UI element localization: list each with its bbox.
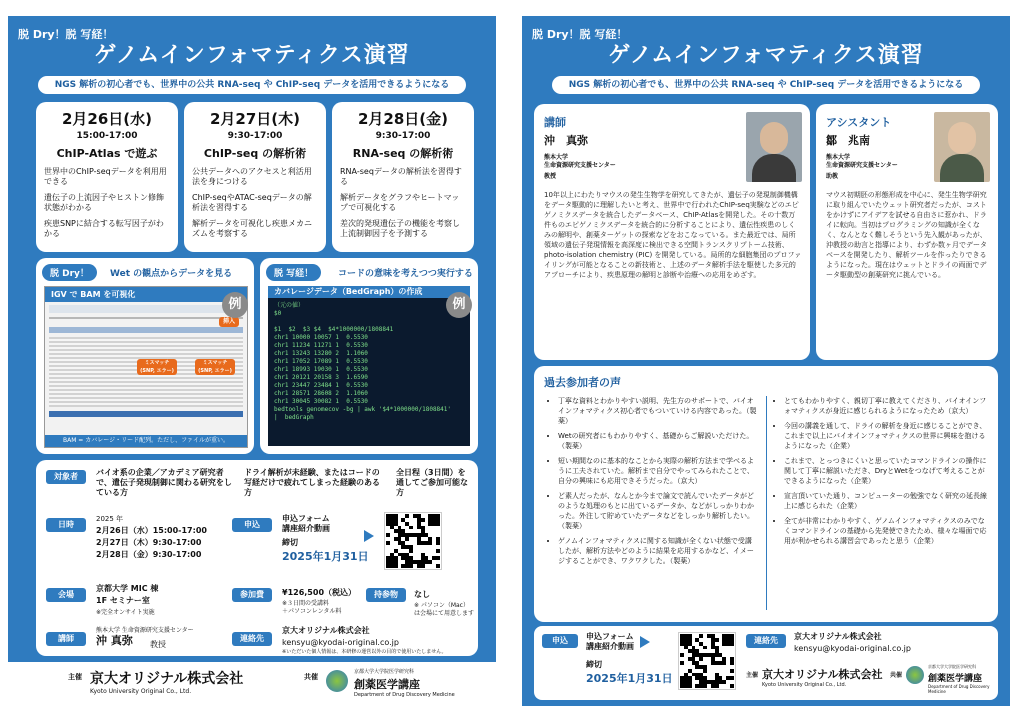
igv-ruler <box>49 317 243 319</box>
qr-module <box>409 564 413 568</box>
day-item: ChIP-seqやATAC-seqデータの解析法を習得する <box>192 193 312 212</box>
voice-item: • これまで、とっつきにくいと思っていたコマンドラインの操作に関して丁寧に解説いただき、DryとWetをつなげて考えることができるようになった（企業） <box>784 456 988 486</box>
fee-value: ¥126,500（税込） <box>282 588 357 597</box>
host-label: 主催 <box>68 673 82 681</box>
day-time: 9:30-17:00 <box>227 131 283 141</box>
terminal-line: chr1 28571 28608 2 1.1060 <box>274 390 368 397</box>
day-topic: RNA-seq の解析術 <box>352 147 454 160</box>
qr-module <box>730 642 734 646</box>
example-badge: 例 <box>446 292 472 318</box>
lecturer-title: 教授 <box>544 173 557 180</box>
qr-module <box>680 661 684 665</box>
qr-module <box>722 680 726 684</box>
terminal-line: chr1 20121 20158 3 1.6590 <box>274 374 368 381</box>
day-date: 2月27日(木) <box>209 110 301 128</box>
lecturer-title: 教授 <box>150 640 166 649</box>
date-label: 日時 <box>46 518 86 532</box>
contact-org: 京大オリジナル株式会社 <box>282 626 370 635</box>
co-small: 京都大学大学院医学研究科 <box>354 669 415 675</box>
apply-link[interactable]: 申込フォーム 講座紹介動画 <box>586 632 634 651</box>
apply-qr-code[interactable] <box>678 632 736 690</box>
qr-module <box>421 518 425 522</box>
terminal-line: bedtools genomecov -bg | awk '$4*1000000/1808841' <box>274 406 452 413</box>
qr-module <box>715 638 719 642</box>
voice-item: • Wetの研究者にもわかりやすく、基礎からご解説いただけた。（製薬） <box>558 431 758 451</box>
co-name-en: Department of Drug Discovery Medicine <box>928 684 990 694</box>
shakyo-pill: 脱 写経！ <box>266 264 321 281</box>
voices-left <box>548 396 758 571</box>
qr-module <box>436 549 440 553</box>
day-time: 15:00-17:00 <box>76 131 138 141</box>
date-line: 2月28日（金）9:30-17:00 <box>96 550 202 559</box>
qr-module <box>436 522 440 526</box>
target-label: 対象者 <box>46 470 86 484</box>
day-topic: ChIP-seq の解析術 <box>203 147 307 160</box>
tagline: 脱 Dry！脱 写経！ <box>532 28 628 41</box>
terminal-line: chr1 10000 10057 1 0.5530 <box>274 334 368 341</box>
shot-title: カバレージデータ（BedGraph）の作成 <box>268 286 470 298</box>
qr-module <box>436 564 440 568</box>
contact-org: 京大オリジナル株式会社 <box>794 632 882 641</box>
voice-item: • ど素人だったが、なんとか今まで論文で読んでいたデータがどのような処理のもとに出ているデータか、などがしっかりわかった。外注して貯めていたデータなどをしっかり解析したい。（製薬） <box>558 491 758 531</box>
deadline-label: 締切 <box>282 538 298 547</box>
deadline-label: 締切 <box>586 660 602 669</box>
terminal-lines <box>268 298 470 426</box>
igv-coverage <box>49 327 243 333</box>
qr-module <box>405 537 409 541</box>
voice-item: • 丁寧な資料とわかりやすい説明、先生方のサポートで、バイオインフォマティクス初心者でもついていける内容であった。（製薬） <box>558 396 758 426</box>
assistant-name: 鄒 兆南 <box>826 134 870 147</box>
apply-qr-code[interactable] <box>384 512 442 570</box>
voice-item: • ゲノムインフォマティクスに関する知識が全くない状態で受講したが、解析方法やどのように結果を応用するかなど、イメージすることができ、ワクワクした。（製薬） <box>558 536 758 566</box>
qr-module <box>688 684 692 688</box>
day-card-1 <box>36 102 178 252</box>
qr-module <box>715 684 719 688</box>
co-small: 京都大学大学院医学研究科 <box>928 664 976 669</box>
qr-module <box>730 661 734 665</box>
terminal-line: | bedGraph <box>274 414 314 421</box>
voice-item: • 今回の講義を通して、ドライの解析を身近に感じることができ、これまで以上にバイオインフォマティクスの世界に興味を抱けるようになった（企業） <box>784 421 988 451</box>
day-item: 世界中のChIP-seqデータを利用用できる <box>44 167 167 186</box>
insert-tag: 挿入 <box>219 317 239 327</box>
voice-item: • 全てが非常にわかりやすく、ゲノムインフォマティクスのみでなくコマンドラインの基礎から先発使できたため、様々な場面で応用が利かせられる講習会であったと思う（企業） <box>784 516 988 546</box>
qr-module <box>730 684 734 688</box>
voice-item: • 宣言頂いていた通り、コンピューターの勉強でなく研究の延長線上に感じられた（企業） <box>784 491 988 511</box>
deadline-date: 2025年1月31日 <box>586 672 673 685</box>
terminal-line: chr1 18993 19030 1 0.5530 <box>274 366 368 373</box>
lecturer-bio: 10年以上にわたりマウスの発生生物学を研究してきたが、遺伝子の発現制御機構をデータ駆動的に理解したいと考え、世界中で行われたChIP-seq実験などのエピゲノミクスデータを統合したデータベース、ChIP-Atlasを開発した。その十数万件ものエピゲノミクスデータを統合的に分析することにより、遺伝性疾患のしくみの解明や、創薬ターゲットの探索などをおこなっている。また最近では、局所領域の遺伝子発現情報を高深度に検出できる空間トランスクリプトーム技術、photo-isolation chemistry (PIC) を開発している。局所的な細胞集団のプロファイリングが可能となることの新技術と、上述のデータ解析手法を駆使した多元的アプローチにより、疾患原理の解明と診断や治療への応用をめざす。 <box>544 191 802 279</box>
qr-module <box>703 684 707 688</box>
lecturer-label: 講師 <box>46 632 86 646</box>
day-item: 解析データをグラフやヒートマップで可視化する <box>340 193 460 212</box>
target-text-3: 全日程（3日間）を通してご参加可能な方 <box>396 468 468 497</box>
day-date: 2月26日(水) <box>61 110 153 128</box>
assistant-title: 助教 <box>826 173 839 180</box>
page-title: ゲノムインフォマティクス演習 <box>608 43 924 68</box>
page-title: ゲノムインフォマティクス演習 <box>94 43 410 68</box>
terminal-line: $0 <box>274 310 282 317</box>
qr-module <box>428 560 432 564</box>
qr-module <box>699 657 703 661</box>
contact-email[interactable]: kensyu@kyodai-original.co.jp <box>794 644 911 653</box>
host-name-en: Kyoto University Original Co., Ltd. <box>762 682 847 688</box>
day-card-2 <box>184 102 326 252</box>
assistant-bio: マウス初期胚の形態形成を中心に、発生生物学研究に取り組んでいたウェット研究者だったが、コストをかけずにアイデアを試せる自由さに惹かれ、ドライに転向。当初はプログラミングの知識が全くなく、なんとなく難しそうという先入観があったが、沖教授の助言と指導により、わずか数ヶ月でデータベースを開発したり、解析ツールを作ったりできるようになった。現在はウェットとドライの両面でデータ駆動型の創薬研究に挑んでいる。 <box>826 191 987 279</box>
shot-caption: BAM = カバレージ・リード配列。ただし、ファイルが重い。 <box>45 435 247 447</box>
date-line: 2月27日（木）9:30-17:00 <box>96 538 202 547</box>
assistant-photo <box>934 112 990 182</box>
flyer-front <box>8 16 496 706</box>
assistant-card <box>816 104 998 360</box>
apply-strip <box>534 626 998 700</box>
arrow-icon <box>364 530 374 542</box>
co-name-en: Department of Drug Discovery Medicine <box>354 692 455 698</box>
host-name-en: Kyoto University Original Co., Ltd. <box>90 688 192 695</box>
qr-module <box>703 669 707 673</box>
qr-module <box>409 526 413 530</box>
flyer-back <box>522 16 1010 706</box>
qr-module <box>703 646 707 650</box>
date-line: 2月26日（水）15:00-17:00 <box>96 526 207 535</box>
contact-label: 連絡先 <box>746 634 786 648</box>
lecturer-photo <box>746 112 802 182</box>
footer <box>8 662 496 706</box>
qr-module <box>730 676 734 680</box>
venue-label: 会場 <box>46 588 86 602</box>
day-time: 9:30-17:00 <box>375 131 431 141</box>
shakyo-caption: コードの意味を考えつつ実行する <box>338 269 473 279</box>
co-logo-icon <box>906 666 924 684</box>
venue-note: ※完全オンサイト実施 <box>96 609 155 616</box>
lecturer-card <box>534 104 810 360</box>
igv-screenshot <box>44 286 248 448</box>
qr-module <box>730 669 734 673</box>
deadline-date: 2025年1月31日 <box>282 550 369 563</box>
contact-note: ※いただいた個人情報は、本研修の運営以外の目的で使用いたしません。 <box>282 649 447 655</box>
day-topic: ChIP-Atlas で遊ぶ <box>56 147 158 160</box>
igv-toolbar <box>49 305 243 313</box>
date-year: 2025 年 <box>96 515 124 523</box>
shakyo-panel <box>260 258 478 454</box>
qr-module <box>680 653 684 657</box>
target-text-2: ドライ解析が未経験、またはコードの写経だけで疲れてしまった経験のある方 <box>244 468 380 497</box>
qr-module <box>699 634 703 638</box>
fee-label: 参加費 <box>232 588 272 602</box>
bring-value: なし <box>414 590 430 599</box>
fee-note: ※３日間の受講料 ＋パソコンレンタル料 <box>282 600 342 615</box>
subtitle-bar: NGS 解析の初心者でも、世界中の公共 RNA-seq や ChIP-seq データを活用できるようになる <box>38 76 466 94</box>
qr-module <box>722 661 726 665</box>
venue-line: 京都大学 MIC 棟 <box>96 584 159 593</box>
bring-label: 持参物 <box>366 588 406 602</box>
day-item: 公共データへのアクセスと利活用法を身につける <box>192 167 312 186</box>
contact-label: 連絡先 <box>232 632 272 646</box>
co-logo-icon <box>326 670 348 692</box>
voice-item: • とてもわかりやすく、親切丁寧に教えてくださり、バイオインフォマティクスが身近に感じられるようになったため（京大） <box>784 396 988 416</box>
voices-heading: 過去参加者の声 <box>544 376 621 389</box>
qr-module <box>405 514 409 518</box>
day-item: 疾患SNPに結合する転写因子がわかる <box>44 219 164 238</box>
qr-module <box>409 549 413 553</box>
mismatch-tag: ミスマッチ (SNP, エラー) <box>137 359 177 375</box>
co-name: 創薬医学講座 <box>928 674 983 684</box>
qr-module <box>386 541 390 545</box>
terminal-line <box>274 318 464 326</box>
lecturer-org: 熊本大学 生命資源研究支援センター <box>544 154 616 169</box>
lecturer-name: 沖 真弥 <box>544 134 588 147</box>
co-name: 創薬医学講座 <box>354 678 420 691</box>
co-label: 共催 <box>890 672 903 679</box>
assistant-heading: アシスタント <box>826 116 892 129</box>
qr-module <box>436 541 440 545</box>
terminal-screenshot <box>268 286 470 446</box>
qr-module <box>394 564 398 568</box>
lecturer-heading: 講師 <box>544 116 566 129</box>
igv-gene-track <box>49 411 243 417</box>
host-name: 京大オリジナル株式会社 <box>90 671 244 687</box>
dry-panel <box>36 258 254 454</box>
apply-label: 申込 <box>542 634 578 648</box>
terminal-line: chr1 13243 13280 2 1.1060 <box>274 350 368 357</box>
qr-module <box>386 533 390 537</box>
day-card-3 <box>332 102 474 252</box>
terminal-line: （元の値） <box>274 302 305 309</box>
voices-card <box>534 366 998 622</box>
mismatch-tag: ミスマッチ (SNP, エラー) <box>195 359 235 375</box>
contact-email[interactable]: kensyu@kyodai-original.co.jp <box>282 638 399 647</box>
terminal-line: chr1 23447 23484 1 0.5530 <box>274 382 368 389</box>
terminal-line: chr1 17052 17089 1 0.5530 <box>274 358 368 365</box>
tagline: 脱 Dry！脱 写経！ <box>18 28 114 41</box>
qr-module <box>436 556 440 560</box>
assistant-org: 熊本大学 生命資源研究支援センター <box>826 154 898 169</box>
dry-caption: Wet の観点からデータを見る <box>110 269 233 279</box>
arrow-icon <box>640 636 650 648</box>
terminal-line: $1 $2 $3 $4 $4*1000000/1808841 <box>274 326 394 333</box>
example-badge: 例 <box>222 292 248 318</box>
dry-pill: 脱 Dry！ <box>42 264 97 281</box>
info-panel <box>36 460 478 656</box>
voices-right <box>774 396 988 551</box>
apply-label: 申込 <box>232 518 272 532</box>
lecturer-name: 沖 真弥 <box>96 634 133 647</box>
co-label: 共催 <box>304 673 318 681</box>
subtitle-bar: NGS 解析の初心者でも、世界中の公共 RNA-seq や ChIP-seq データを活用できるようになる <box>552 76 980 94</box>
day-date: 2月28日(金) <box>357 110 449 128</box>
shot-title: IGV で BAM を可視化 <box>45 287 247 302</box>
day-item: RNA-seqデータの解析法を習得する <box>340 167 462 186</box>
day-item: 遺伝子の上流因子やヒストン修飾状態がわかる <box>44 193 164 212</box>
target-text: バイオ系の企業／アカデミア研究者で、遺伝子発現制御に関わる研究をしている方 <box>96 468 232 497</box>
host-name: 京大オリジナル株式会社 <box>762 668 883 681</box>
terminal-line: chr1 11234 11271 1 0.5530 <box>274 342 368 349</box>
day-item: 解析データを可視化し疾患メカニズムを考察する <box>192 219 312 238</box>
apply-link[interactable]: 申込フォーム 講座紹介動画 <box>282 514 330 533</box>
bring-note: ※ パソコン（Mac）は会場にて用意します <box>414 602 475 617</box>
day-item: 差次的発現遺伝子の機能を考察し上流制御因子を予測する <box>340 219 460 238</box>
lecturer-org: 熊本大学 生命資源研究支援センター <box>96 627 194 634</box>
qr-module <box>421 564 425 568</box>
terminal-line: chr1 30045 30082 1 0.5530 <box>274 398 368 405</box>
venue-line: 1F セミナー室 <box>96 596 150 605</box>
voice-item: • 短い期間なのに基本的なことから実際の解析方法まで学べるように工夫されていた。解析まで自分でやってみられたことで、自分の興味にも応用できそうだった。（京大） <box>558 456 758 486</box>
host-label: 主催 <box>746 672 759 679</box>
column-divider <box>766 396 767 610</box>
qr-module <box>428 541 432 545</box>
